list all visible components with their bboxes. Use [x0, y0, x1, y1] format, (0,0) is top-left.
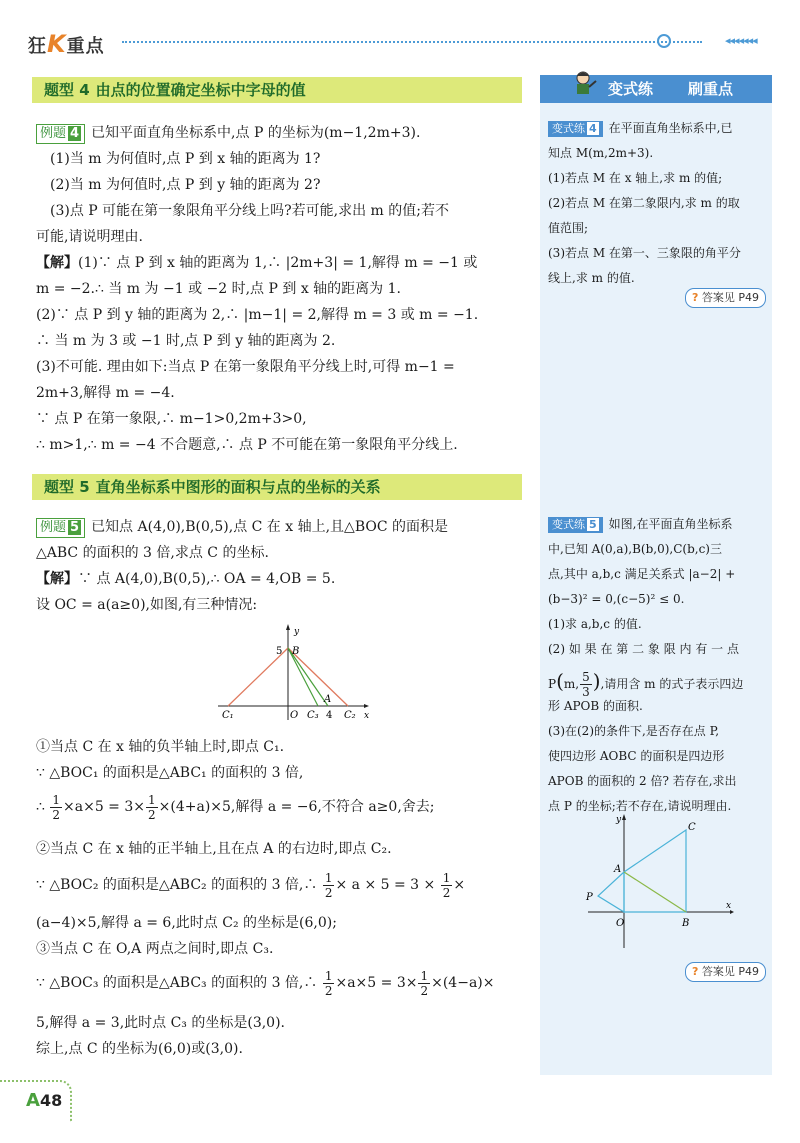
variant-5-line [548, 512, 766, 537]
fraction-numerator: 1 [420, 968, 429, 983]
example-tag-number: 5 [70, 520, 80, 535]
header-dotted-rule [122, 41, 702, 43]
example-4-line: (1)当 m 为何值时,点 P 到 x 轴的距离为 1? [50, 151, 321, 167]
solution-5-line [36, 566, 532, 592]
answer-reference-5[interactable] [685, 962, 766, 982]
case-2-equation [36, 868, 532, 902]
brand-pre: 狂 [28, 36, 47, 57]
variant-4-line: (3)若点 M 在第一、三象限的角平分 [548, 246, 741, 260]
variant-4-line: 知点 M(m,2m+3). [548, 146, 654, 160]
fraction-denominator: 2 [420, 983, 429, 998]
example-5-tag [36, 518, 85, 538]
ring-icon [657, 34, 671, 48]
equation-text: × [453, 877, 466, 893]
example-5-figure [214, 622, 370, 722]
fraction [50, 793, 62, 822]
example-tag-number: 4 [70, 126, 80, 141]
variant-4-badge [548, 121, 603, 137]
point-c-label: C [688, 822, 696, 833]
y-axis-label: y [294, 627, 300, 637]
case-1-equation [36, 790, 532, 824]
case-3-equation [36, 966, 532, 1000]
variant-5-line: 点,其中 a,b,c 满足关系式 |a−2| + [548, 567, 736, 581]
case-2-continuation: (a−4)×5,解得 a = 6,此时点 C₂ 的坐标是(6,0); [36, 915, 337, 931]
page-number [26, 1090, 62, 1111]
equation-text: ×a×5 = 3× [63, 799, 145, 815]
x-axis-arrow [364, 704, 369, 708]
x-axis-label: x [726, 901, 732, 911]
fraction-numerator: 1 [148, 792, 156, 807]
fraction [323, 871, 335, 900]
section-5-header [32, 474, 522, 500]
example-5-stem-line [36, 514, 532, 540]
fraction-numerator: 1 [442, 870, 451, 885]
fraction [323, 969, 335, 998]
tick-4: 4 [326, 710, 333, 721]
case-3-title: ③当点 C 在 O,A 两点之间时,即点 C₃. [36, 941, 274, 957]
solution-label: 【解】 [36, 571, 78, 587]
fraction-denominator: 2 [324, 885, 333, 900]
variant-4-line [548, 116, 766, 141]
solution-text: (1)∵ 点 P 到 x 轴的距离为 1,∴ |2m+3| = 1,解得 m = −1 或 [78, 255, 478, 271]
example-4-tag [36, 124, 85, 144]
variant-5-line: 中,已知 A(0,a),B(b,0),C(b,c)三 [548, 542, 722, 556]
variant-5-line: (1)求 a,b,c 的值. [548, 617, 642, 631]
example-5-line: △ABC 的面积的 3 倍,求点 C 的坐标. [36, 545, 269, 561]
case-3-continuation: 5,解得 a = 3,此时点 C₃ 的坐标是(3,0). [36, 1015, 286, 1031]
lightbulb-icon: ? [691, 291, 699, 304]
example-4-line: 可能,请说明理由. [36, 229, 143, 245]
variant-5-text: 如图,在平面直角坐标系 [608, 517, 733, 531]
fraction-denominator: 2 [52, 807, 61, 822]
variant-4-text: 在平面直角坐标系中,已 [608, 121, 733, 135]
variant-5-line: (2) 如 果 在 第 二 象 限 内 有 一 点 [548, 642, 739, 656]
point-a-label: A [614, 864, 622, 875]
variant-5-text: ,请用含 m 的式子表示四边 [600, 677, 744, 691]
section-5-title: 直角坐标系中图形的面积与点的坐标的关系 [95, 478, 381, 496]
example-5-line: 已知点 A(4,0),B(0,5),点 C 在 x 轴上,且△BOC 的面积是 [91, 519, 449, 535]
case-1-because: ∵ △BOC₁ 的面积是△ABC₁ 的面积的 3 倍, [36, 765, 304, 781]
point-p: P [548, 677, 557, 691]
equation-text: × a × 5 = 3 × [335, 877, 436, 893]
fraction-denominator: 2 [148, 807, 156, 822]
fraction-denominator: 3 [582, 685, 590, 699]
sidebar-title: 变式练 [608, 80, 654, 98]
solution-4-line: (2)∵ 点 P 到 y 轴的距离为 2,∴ |m−1| = 2,解得 m = 3 或 m = −1. [36, 307, 479, 323]
equation-text: ×(4+a)×5,解得 a = −6,不符合 a≥0,舍去; [158, 799, 435, 815]
conclusion-line: 综上,点 C 的坐标为(6,0)或(3,0). [36, 1041, 243, 1057]
fraction-numerator: 1 [324, 870, 333, 885]
answer-reference-label: 答案见 P49 [701, 965, 759, 978]
variant-4-line: (2)若点 M 在第二象限内,求 m 的取 [548, 196, 740, 210]
sidebar-header [540, 75, 772, 103]
fraction-numerator: 1 [52, 792, 61, 807]
variant-4-line: (1)若点 M 在 x 轴上,求 m 的值; [548, 171, 723, 185]
variant-badge-number: 5 [589, 518, 597, 531]
y-axis-arrow [622, 814, 626, 820]
fraction-numerator: 5 [582, 670, 590, 684]
point-b-label: B [682, 918, 690, 929]
equation-text: ×a×5 = 3× [335, 975, 418, 991]
point-p-label: P [586, 892, 593, 903]
answer-reference-label: 答案见 P49 [701, 291, 759, 304]
segment-ab [624, 872, 686, 912]
solution-5-line: 设 OC = a(a≥0),如图,有三种情况: [36, 597, 258, 613]
x-axis-label: x [364, 711, 370, 721]
example-4-line: (3)点 P 可能在第一象限角平分线上吗?若可能,求出 m 的值;若不 [50, 203, 449, 219]
variant-4-line: 值范围; [548, 221, 589, 235]
y-axis-arrow [286, 624, 290, 630]
variant-badge-number: 4 [589, 122, 597, 135]
point-a-label: A [324, 694, 332, 705]
quadrilateral-aobc [624, 830, 686, 912]
origin-label: O [616, 918, 625, 929]
solution-4-line: (3)不可能. 理由如下:当点 P 在第一象限角平分线上时,可得 m−1 = [36, 359, 455, 375]
variant-5-figure [584, 812, 734, 952]
variant-5-line: 形 APOB 的面积. [548, 699, 643, 713]
solution-label: 【解】 [36, 255, 78, 271]
section-4-title: 由点的位置确定坐标中字母的值 [95, 81, 306, 99]
point-b-label: B [292, 646, 300, 657]
case-1-title: ①当点 C 在 x 轴的负半轴上时,即点 C₁. [36, 739, 285, 755]
fraction [146, 793, 158, 822]
page-number-value: 48 [39, 1091, 63, 1110]
variant-5-line: APOB 的面积的 2 倍? 若存在,求出 [548, 774, 737, 788]
variant-badge-label: 变式练 [552, 122, 585, 135]
arrow-decoration: ◂◂◂◂◂◂◂ [725, 34, 757, 47]
point-p-m: m, [563, 677, 580, 691]
brand-logo [28, 28, 138, 58]
example-4-line: (2)当 m 为何值时,点 P 到 y 轴的距离为 2? [50, 177, 321, 193]
y-axis-label: y [616, 815, 622, 825]
mascot-icon [568, 69, 598, 101]
equation-text: ×(4−a)× [431, 975, 495, 991]
solution-4-line: ∴ m>1,∴ m = −4 不合题意,∴ 点 P 不可能在第一象限角平分线上. [36, 437, 458, 453]
example-4-line: 已知平面直角坐标系中,点 P 的坐标为(m−1,2m+3). [91, 125, 421, 141]
solution-4-line: ∵ 点 P 在第一象限,∴ m−1>0,2m+3>0, [36, 411, 307, 427]
solution-4-line [36, 250, 532, 276]
example-tag-label: 例题 [40, 126, 67, 141]
solution-4-line: 2m+3,解得 m = −4. [36, 385, 175, 401]
tick-5: 5 [276, 646, 283, 657]
brand-k: K [47, 30, 67, 58]
equation-text: ∵ △BOC₂ 的面积是△ABC₂ 的面积的 3 倍,∴ [36, 877, 318, 893]
variant-5-badge [548, 517, 603, 533]
variant-5-line: 点 P 的坐标;若不存在,请说明理由. [548, 799, 732, 813]
section-5-badge: 题型 5 [44, 478, 90, 496]
solution-4-line: ∴ 当 m 为 3 或 −1 时,点 P 到 y 轴的距离为 2. [36, 333, 336, 349]
point-c3-label: C₃ [307, 710, 319, 721]
solution-4-line: m = −2.∴ 当 m 为 −1 或 −2 时,点 P 到 x 轴的距离为 1. [36, 281, 401, 297]
fraction-denominator: 2 [442, 885, 451, 900]
equation-text: ∵ △BOC₃ 的面积是△ABC₃ 的面积的 3 倍,∴ [36, 975, 318, 991]
answer-reference-4[interactable] [685, 288, 766, 308]
example-tag-label: 例题 [40, 520, 67, 535]
fraction-denominator: 2 [324, 983, 333, 998]
origin-label: O [290, 710, 299, 721]
sidebar-subtitle: 刷重点 [688, 80, 734, 98]
case-2-title: ②当点 C 在 x 轴的正半轴上,且在点 A 的右边时,即点 C₂. [36, 841, 392, 857]
fraction [418, 969, 430, 998]
variant-badge-label: 变式练 [552, 518, 585, 531]
triangle-apo [598, 872, 624, 912]
therefore-symbol: ∴ [36, 799, 45, 815]
brand-post: 重点 [66, 36, 105, 57]
fraction-numerator: 1 [324, 968, 333, 983]
solution-text: ∵ 点 A(4,0),B(0,5),∴ OA = 4,OB = 5. [78, 571, 336, 587]
lightbulb-icon: ? [691, 965, 699, 978]
variant-5-line: (b−3)² = 0,(c−5)² ≤ 0. [548, 592, 685, 606]
page-letter: A [26, 1090, 40, 1111]
point-c2-label: C₂ [344, 710, 356, 721]
variant-5-line: 使四边形 AOBC 的面积是四边形 [548, 749, 725, 763]
example-4-stem-line [36, 120, 532, 146]
section-4-header [32, 77, 522, 103]
section-4-badge: 题型 4 [44, 81, 90, 99]
paren-right: ) [592, 669, 601, 693]
fraction [441, 871, 453, 900]
variant-5-line: (3)在(2)的条件下,是否存在点 P, [548, 724, 720, 738]
point-c1-label: C₁ [222, 710, 234, 721]
variant-4-line: 线上,求 m 的值. [548, 271, 635, 285]
paren-left: ( [556, 669, 564, 693]
